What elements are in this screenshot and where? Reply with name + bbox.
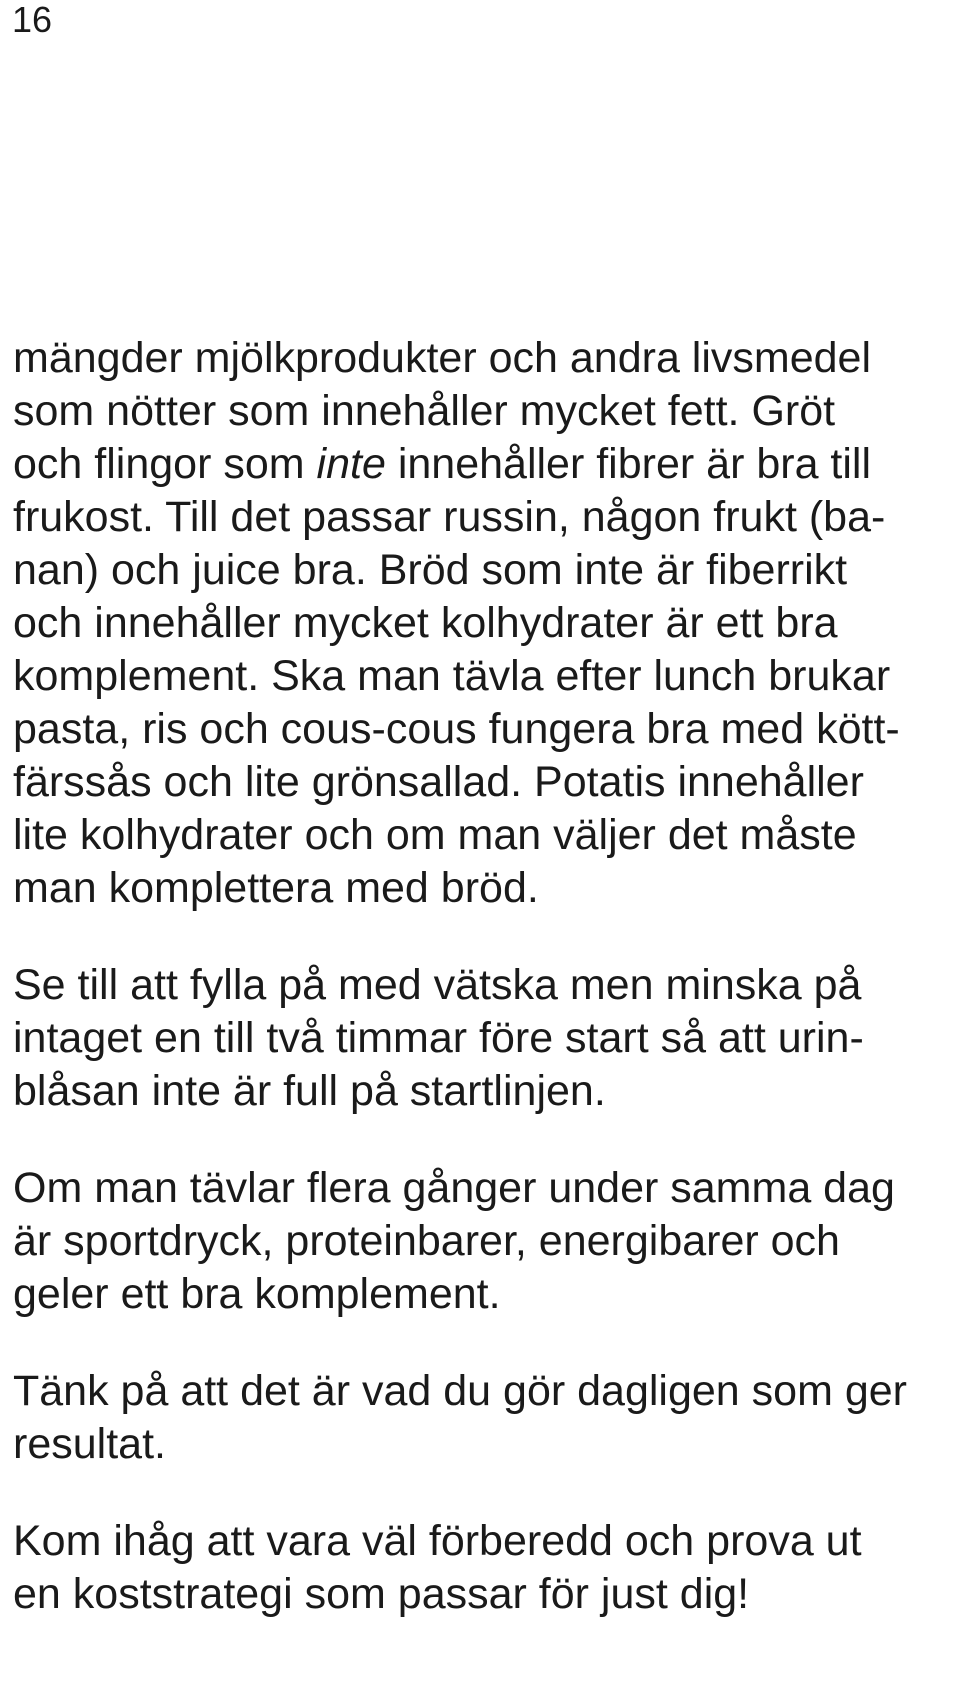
text-line: geler ett bra komplement. — [13, 1270, 501, 1318]
text-line: resultat. — [13, 1420, 166, 1468]
paragraph-1 — [13, 332, 957, 915]
text-line: Om man tävlar flera gånger under samma dag — [13, 1164, 895, 1212]
text-line: intaget en till två timmar före start så att urin- — [13, 1014, 864, 1062]
text-line: en koststrategi som passar för just dig! — [13, 1570, 750, 1618]
text-line: Se till att fylla på med vätska men minska på — [13, 961, 862, 1009]
text-line: lite kolhydrater och om man väljer det måste — [13, 811, 857, 859]
paragraph-3 — [13, 1162, 957, 1321]
text-line: nan) och juice bra. Bröd som inte är fiberrikt — [13, 546, 848, 594]
text-line: som nötter som innehåller mycket fett. Gröt — [13, 387, 836, 435]
text-line: Tänk på att det är vad du gör dagligen som ger — [13, 1367, 907, 1415]
text-line: är sportdryck, proteinbarer, energibarer och — [13, 1217, 840, 1265]
paragraph-2 — [13, 959, 957, 1118]
text-run: innehåller fibrer är bra till — [385, 440, 872, 488]
text-line: och innehåller mycket kolhydrater är ett bra — [13, 599, 838, 647]
text-line: Kom ihåg att vara väl förberedd och prova ut — [13, 1517, 862, 1565]
text-line: man komplettera med bröd. — [13, 864, 539, 912]
paragraph-4 — [13, 1365, 957, 1471]
text-line — [13, 438, 957, 491]
text-line: komplement. Ska man tävla efter lunch brukar — [13, 652, 891, 700]
text-line: färssås och lite grönsallad. Potatis innehåller — [13, 758, 864, 806]
text-line: pasta, ris och cous-cous fungera bra med kött- — [13, 705, 900, 753]
body-text — [13, 332, 957, 1621]
text-line: mängder mjölkprodukter och andra livsmedel — [13, 334, 872, 382]
text-run: och flingor som — [13, 440, 317, 488]
text-line: blåsan inte är full på startlinjen. — [13, 1067, 606, 1115]
paragraph-5 — [13, 1515, 957, 1621]
text-line: frukost. Till det passar russin, någon frukt (ba- — [13, 493, 886, 541]
page-number: 16 — [12, 0, 53, 40]
emphasis-text: inte — [316, 440, 386, 488]
